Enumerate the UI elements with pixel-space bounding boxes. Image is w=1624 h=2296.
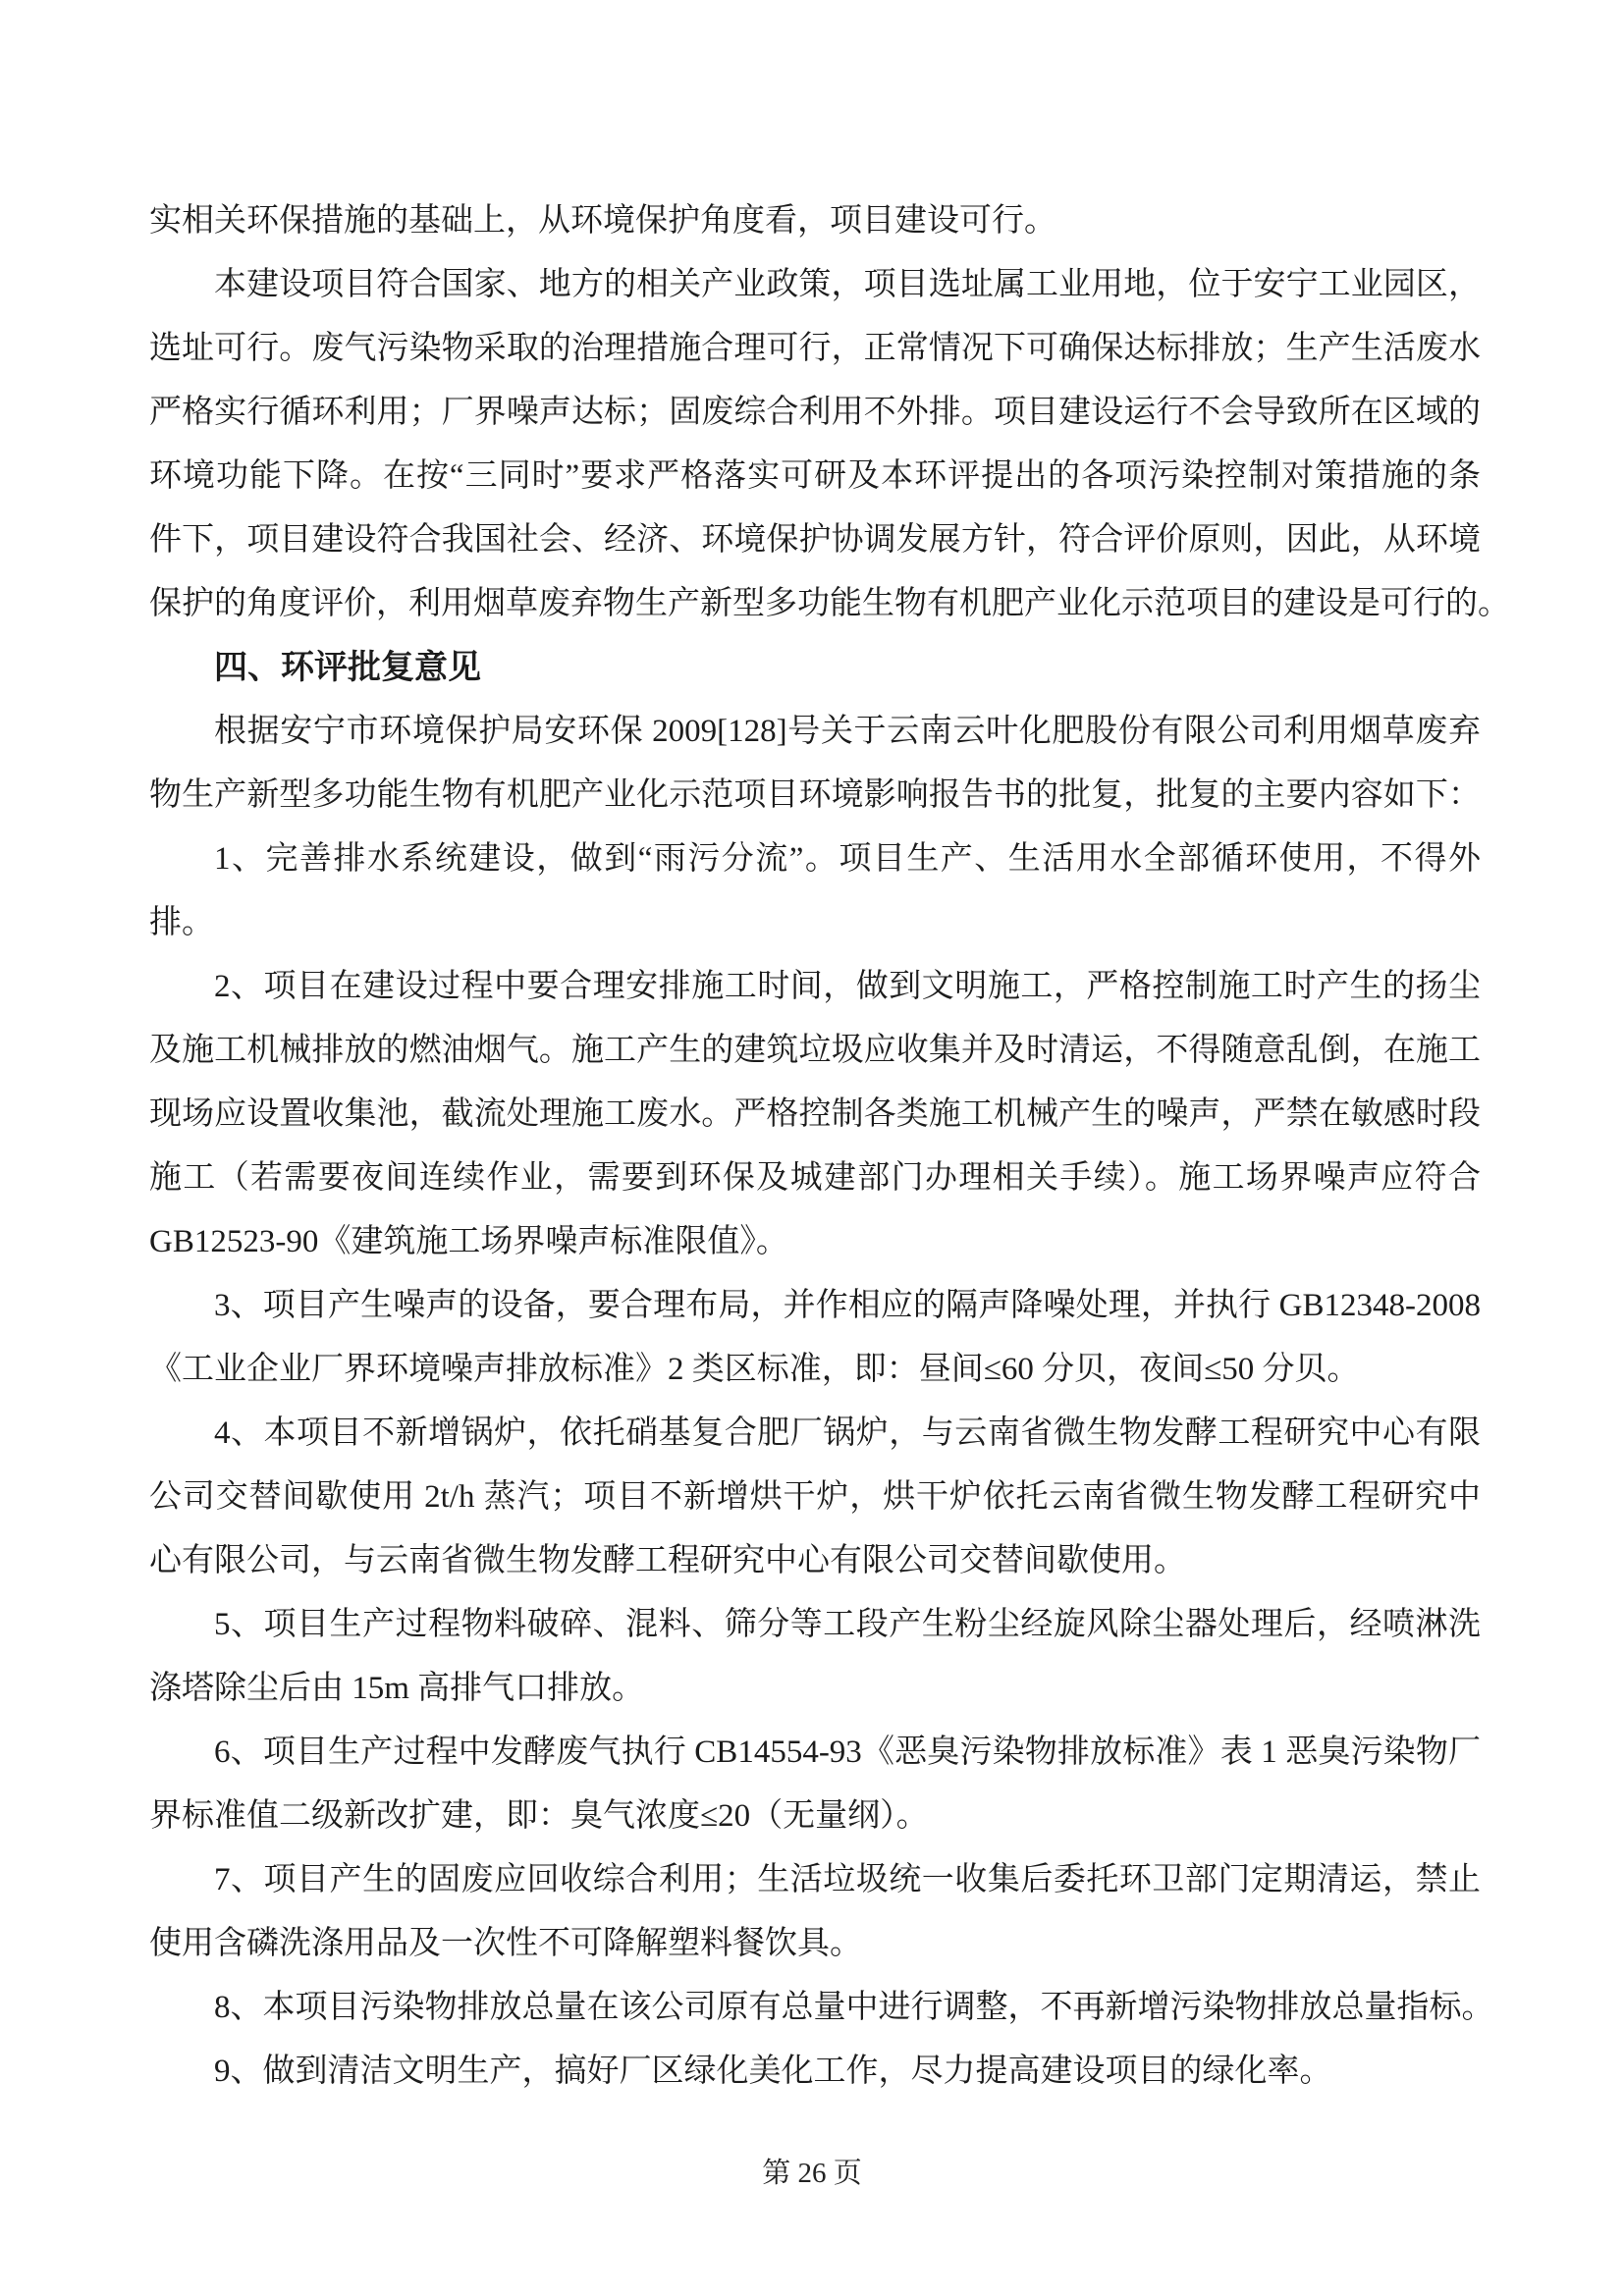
text-line: 9、做到清洁文明生产，搞好厂区绿化美化工作，尽力提高建设项目的绿化率。 bbox=[214, 2054, 1332, 2089]
text-line: 界标准值二级新改扩建，即：臭气浓度≤20（无量纲）。 bbox=[149, 1798, 929, 1834]
text-line: 1、完善排水系统建设，做到“雨污分流”。项目生产、生活用水全部循环使用，不得外 bbox=[214, 841, 1481, 877]
text-line: 环境功能下降。在按“三同时”要求严格落实可研及本环评提出的各项污染控制对策措施的条 bbox=[149, 458, 1481, 494]
text-line: 7、项目产生的固废应回收综合利用；生活垃圾统一收集后委托环卫部门定期清运，禁止 bbox=[214, 1862, 1481, 1897]
text-line: 保护的角度评价，利用烟草废弃物生产新型多功能生物有机肥产业化示范项目的建设是可行的。 bbox=[149, 586, 1510, 621]
text-line: 严格实行循环利用；厂界噪声达标；固废综合利用不外排。项目建设运行不会导致所在区域的 bbox=[149, 395, 1481, 430]
text-line: 3、项目产生噪声的设备，要合理布局，并作相应的隔声降噪处理，并执行 GB12348-2008 bbox=[214, 1288, 1481, 1323]
text-line: 《工业企业厂界环境噪声排放标准》2 类区标准，即：昼间≤60 分贝，夜间≤50 分贝。 bbox=[149, 1352, 1360, 1387]
text-line: 本建设项目符合国家、地方的相关产业政策，项目选址属工业用地，位于安宁工业园区， bbox=[214, 267, 1481, 302]
document-body bbox=[149, 189, 1510, 2104]
text-line: 5、项目生产过程物料破碎、混料、筛分等工段产生粉尘经旋风除尘器处理后，经喷淋洗 bbox=[214, 1607, 1481, 1642]
text-line: 4、本项目不新增锅炉，依托硝基复合肥厂锅炉，与云南省微生物发酵工程研究中心有限 bbox=[214, 1415, 1481, 1451]
text-line: 实相关环保措施的基础上，从环境保护角度看，项目建设可行。 bbox=[149, 203, 1056, 239]
text-line: 施工（若需要夜间连续作业，需要到环保及城建部门办理相关手续）。施工场界噪声应符合 bbox=[149, 1160, 1481, 1196]
text-line: 6、项目生产过程中发酵废气执行 CB14554-93《恶臭污染物排放标准》表 1 恶臭污染物厂 bbox=[214, 1735, 1481, 1770]
text-line: 现场应设置收集池，截流处理施工废水。严格控制各类施工机械产生的噪声，严禁在敏感时段 bbox=[149, 1096, 1481, 1132]
text-line: 8、本项目污染物排放总量在该公司原有总量中进行调整，不再新增污染物排放总量指标。 bbox=[214, 1990, 1494, 2025]
text-line: 件下，项目建设符合我国社会、经济、环境保护协调发展方针，符合评价原则，因此，从环境 bbox=[149, 522, 1481, 558]
text-line: 心有限公司，与云南省微生物发酵工程研究中心有限公司交替间歇使用。 bbox=[149, 1543, 1186, 1578]
text-line: 2、项目在建设过程中要合理安排施工时间，做到文明施工，严格控制施工时产生的扬尘 bbox=[214, 969, 1481, 1004]
text-line: 根据安宁市环境保护局安环保 2009[128]号关于云南云叶化肥股份有限公司利用烟草废弃 bbox=[214, 714, 1481, 749]
text-line: 使用含磷洗涤用品及一次性不可降解塑料餐饮具。 bbox=[149, 1926, 862, 1961]
page-number: 第 26 页 bbox=[762, 2158, 862, 2189]
text-line: 公司交替间歇使用 2t/h 蒸汽；项目不新增烘干炉，烘干炉依托云南省微生物发酵工程研究中 bbox=[149, 1479, 1481, 1515]
section-heading: 四、环评批复意见 bbox=[214, 649, 481, 686]
text-line: 选址可行。废气污染物采取的治理措施合理可行，正常情况下可确保达标排放；生产生活废水 bbox=[149, 331, 1481, 366]
text-line: 涤塔除尘后由 15m 高排气口排放。 bbox=[149, 1671, 645, 1706]
text-line: GB12523-90《建筑施工场界噪声标准限值》。 bbox=[149, 1224, 788, 1259]
text-line: 物生产新型多功能生物有机肥产业化示范项目环境影响报告书的批复，批复的主要内容如下： bbox=[149, 777, 1481, 813]
text-line: 及施工机械排放的燃油烟气。施工产生的建筑垃圾应收集并及时清运，不得随意乱倒，在施工 bbox=[149, 1033, 1481, 1068]
text-line: 排。 bbox=[149, 905, 214, 940]
